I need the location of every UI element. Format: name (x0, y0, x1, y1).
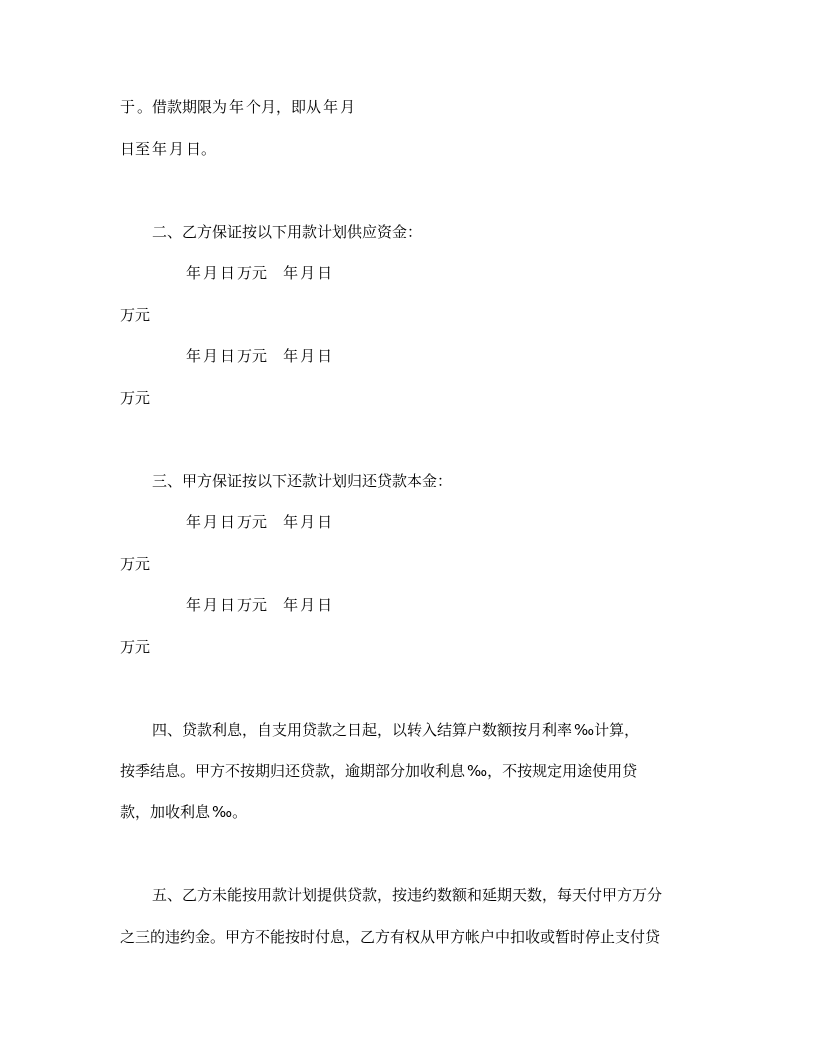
schedule-row (184, 345, 698, 367)
text-fragment: 日 (220, 347, 236, 365)
schedule-unit-line: 万元 (120, 555, 151, 573)
text-fragment: 年 (283, 513, 299, 531)
text-fragment: 。借款期限为 (137, 98, 228, 116)
schedule-unit-line: 万元 (120, 638, 151, 656)
text-fragment: 万元 (237, 347, 268, 365)
schedule-row (184, 262, 698, 284)
text-fragment: 于 (120, 98, 136, 116)
schedule-row (184, 594, 698, 616)
schedule-row (184, 511, 698, 533)
text-fragment: 月 (340, 98, 356, 116)
text-fragment: 月 (203, 347, 219, 365)
loan-term-line-2 (120, 138, 698, 160)
text-fragment: 月 (169, 140, 185, 158)
text-fragment: 月 (203, 264, 219, 282)
text-fragment: 日 (317, 596, 333, 614)
text-fragment: 月 (203, 596, 219, 614)
text-fragment: 年 (186, 513, 202, 531)
text-fragment: 年 (323, 98, 339, 116)
text-fragment: 月 (300, 513, 316, 531)
text-fragment: 日 (317, 347, 333, 365)
text-fragment: 月 (203, 513, 219, 531)
text-fragment: 月 (300, 347, 316, 365)
text-fragment: ‰，不按规定用途使用贷 (467, 762, 638, 780)
text-fragment: 年 (283, 264, 299, 282)
text-fragment: 日至 (120, 140, 151, 158)
text-fragment: 日 (317, 264, 333, 282)
text-fragment: 年 (186, 264, 202, 282)
schedule-unit-line: 万元 (120, 389, 151, 407)
text-fragment: 年 (283, 347, 299, 365)
text-fragment: 年 (152, 140, 168, 158)
text-fragment: 月 (300, 264, 316, 282)
text-fragment: 万元 (237, 513, 268, 531)
section-2-heading: 二、乙方保证按以下用款计划供应资金： (152, 223, 423, 241)
schedule-unit-line: 万元 (120, 306, 151, 324)
text-fragment: ‰。 (212, 803, 248, 821)
text-fragment: 日 (220, 264, 236, 282)
text-fragment: 日 (220, 596, 236, 614)
text-fragment: 日 (317, 513, 333, 531)
text-fragment: 款，加收利息 (120, 803, 211, 821)
text-fragment: 月 (300, 596, 316, 614)
section-3-heading: 三、甲方保证按以下还款计划归还贷款本金： (152, 472, 453, 490)
text-fragment: 日 (220, 513, 236, 531)
loan-term-line-1 (120, 96, 698, 118)
text-fragment: 万元 (237, 264, 268, 282)
text-fragment: 按季结息。甲方不按期归还贷款，逾期部分加收利息 (120, 762, 466, 780)
text-fragment: 万元 (237, 596, 268, 614)
section-4-line-2 (120, 760, 698, 782)
text-fragment: 年 (186, 596, 202, 614)
text-fragment: 年 (283, 596, 299, 614)
section-5-line-1: 五、乙方未能按用款计划提供贷款，按违约数额和延期天数，每天付甲方万分 (152, 886, 663, 904)
section-4-line-1 (152, 719, 698, 741)
text-fragment: 个月，即从 (246, 98, 322, 116)
section-4-line-3 (120, 801, 698, 823)
section-5-line-2: 之三的违约金。甲方不能按时付息，乙方有权从甲方帐户中扣收或暂时停止支付贷 (120, 928, 661, 946)
text-fragment: 年 (186, 347, 202, 365)
text-fragment: 四、贷款利息，自支用贷款之日起，以转入结算户数额按月利率 (152, 721, 573, 739)
text-fragment: 年 (229, 98, 245, 116)
text-fragment: 日。 (186, 140, 217, 158)
text-fragment: ‰计算， (574, 721, 640, 739)
